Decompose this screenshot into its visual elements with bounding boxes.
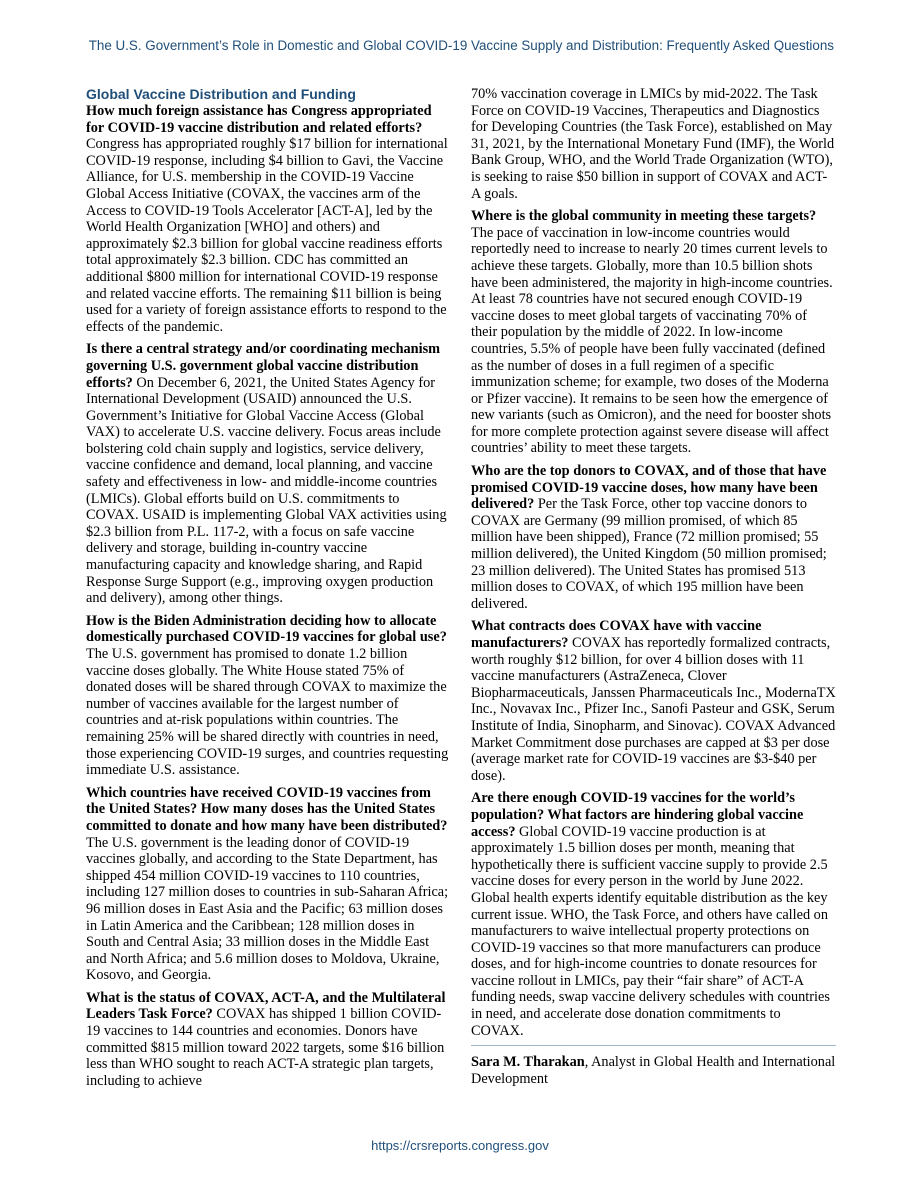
faq-continuation: 70% vaccination coverage in LMICs by mid-2022. The Task Force on COVID-19 Vaccines, Therapeutics and Diagnostics for Developing Countries (the Task Force), established on May 31, 2021, by the International Monetary Fund (IMF), the World Bank Group, WHO, and the World Trade Organization (WTO), is seeking to raise $50 billion in support of COVAX and ACT-A goals. bbox=[471, 86, 835, 202]
faq-answer: On December 6, 2021, the United States Agency for International Development (USAID) announced the U.S. Government’s Initiative for Global Vaccine Access (Global VAX) to accelerate U.S. vaccine delivery. Focus areas include bolstering cold chain supply and logistics, service delivery, vaccine confidence and demand, local planning, and vaccine safety and effectiveness in low- and middle-income countries (LMICs). Global efforts build on U.S. commitments to COVAX. USAID is implementing Global VAX activities using $2.3 billion from P.L. 117-2, with a focus on safe vaccine delivery and storage, building in-country vaccine manufacturing capacity and knowledge sharing, and Rapid Response Surge Support (e.g., improving oxygen production and delivery), among other things. bbox=[86, 374, 447, 607]
faq-paragraph bbox=[471, 208, 836, 457]
author-signature bbox=[471, 1054, 836, 1087]
faq-answer: COVAX has reportedly formalized contracts, worth roughly $12 billion, for over 4 billion doses with 11 vaccine manufacturers (AstraZeneca, Clover Biopharmaceuticals, Janssen Pharmaceuticals Inc., ModernaTX Inc., Novavax Inc., Pfizer Inc., Sanofi Pasteur and GSK, Serum Institute of India, Sinopharm, and Sinovac). COVAX Advanced Market Commitment dose purchases are capped at $3 per dose (average market rate for COVID-19 vaccines are $3-$40 per dose). bbox=[471, 635, 836, 784]
faq-answer: The U.S. government is the leading donor of COVID-19 vaccines globally, and according to the State Department, has shipped 454 million COVID-19 vaccines to 110 countries, including 127 million doses to countries in sub-Saharan Africa; 96 million doses in East Asia and the Pacific; 63 million doses in Latin America and the Caribbean; 128 million doses in South and Central Asia; 33 million doses in the Middle East and North Africa; and 5.6 million doses to Moldova, Ukraine, Kosovo, and Georgia. bbox=[86, 834, 449, 984]
left-column bbox=[86, 86, 450, 1095]
faq-paragraph bbox=[86, 341, 450, 607]
footer-url[interactable]: https://crsreports.congress.gov bbox=[371, 1138, 549, 1153]
author-title: , Analyst in Global Health and International Development bbox=[471, 1054, 836, 1087]
faq-question: Is there a central strategy and/or coordinating mechanism governing U.S. government global vaccine distribution efforts? bbox=[86, 341, 441, 391]
faq-question: How much foreign assistance has Congress appropriated for COVID-19 vaccine distribution and related efforts? bbox=[86, 103, 432, 136]
page-header-title: The U.S. Government’s Role in Domestic and Global COVID-19 Vaccine Supply and Distribution: Frequently Asked Questions bbox=[88, 38, 834, 53]
faq-paragraph bbox=[471, 618, 836, 784]
faq-paragraph bbox=[86, 785, 450, 984]
faq-question: How is the Biden Administration deciding how to allocate domestically purchased COVID-19 vaccines for global use? bbox=[86, 612, 447, 646]
faq-paragraph bbox=[471, 463, 836, 612]
faq-answer: The U.S. government has promised to donate 1.2 billion vaccine doses globally. The White House stated 75% of donated doses will be shared through COVAX to maximize the number of vaccines available for the largest number of countries and at-risk populations within countries. The remaining 25% will be shared directly with countries in need, those experiencing COVID-19 surges, and countries requesting immediate U.S. assistance. bbox=[86, 646, 449, 779]
right-column bbox=[471, 86, 836, 1087]
faq-paragraph bbox=[86, 613, 450, 779]
faq-question: Are there enough COVID-19 vaccines for the world’s population? What factors are hindering global vaccine access? bbox=[471, 790, 804, 840]
faq-answer: Global COVID-19 vaccine production is at approximately 1.5 billion doses per month, meaning that hypothetically there is sufficient vaccine supply to provide 2.5 vaccine doses for every person in the world by June 2022. Global health experts identify equitable distribution as the key current issue. WHO, the Task Force, and others have called on manufacturers to waive intellectual property protections on COVID-19 vaccines so that more manufacturers can produce doses, and for high-income countries to donate resources for vaccine rollout in LMICs, pay their “fair share” of ACT-A funding needs, swap vaccine delivery schedules with countries in need, and accelerate dose donation commitments to COVAX. bbox=[471, 823, 830, 1039]
faq-answer: COVAX has shipped 1 billion COVID-19 vaccines to 144 countries and economies. Donors have committed $815 million toward 2022 targets, some $16 billion less than WHO sought to reach ACT-A strategic plan targets, including to achieve bbox=[86, 1006, 445, 1089]
faq-answer: Congress has appropriated roughly $17 billion for international COVID-19 response, including $4 billion to Gavi, the Vaccine Alliance, for U.S. membership in the COVID-19 Vaccine Global Access Initiative (COVAX, the vaccines arm of the Access to COVID-19 Tools Accelerator [ACT-A], led by the World Health Organization [WHO] and others) and approximately $2.3 billion for global vaccine readiness efforts total approximately $2.3 billion. CDC has committed an additional $800 million for international COVID-19 response and related vaccine efforts. The remaining $11 billion is being used for a variety of foreign assistance efforts to respond to the effects of the pandemic. bbox=[86, 136, 448, 335]
faq-answer: Per the Task Force, other top vaccine donors to COVAX are Germany (99 million promised, of which 85 million have been shipped), France (72 million promised; 55 million delivered), the United Kingdom (50 million promised; 23 million delivered). The United States has promised 513 million doses to COVAX, of which 195 million have been delivered. bbox=[471, 496, 827, 612]
faq-paragraph bbox=[86, 103, 450, 335]
faq-question: Where is the global community in meeting these targets? bbox=[471, 208, 817, 225]
faq-paragraph bbox=[471, 790, 836, 1039]
faq-question: What is the status of COVAX, ACT-A, and the Multilateral Leaders Task Force? bbox=[86, 989, 446, 1023]
signature-divider bbox=[471, 1045, 836, 1046]
author-name: Sara M. Tharakan bbox=[471, 1054, 585, 1071]
faq-question: Which countries have received COVID-19 vaccines from the United States? How many doses has the United States committed to donate and how many have been distributed? bbox=[86, 784, 448, 834]
faq-question: What contracts does COVAX have with vaccine manufacturers? bbox=[471, 618, 762, 651]
faq-paragraph bbox=[86, 990, 450, 1090]
section-heading: Global Vaccine Distribution and Funding bbox=[86, 86, 356, 102]
faq-answer: The pace of vaccination in low-income countries would reportedly need to increase to nearly 20 times current levels to achieve these targets. Globally, more than 10.5 billion shots have been administered, the majority in high-income countries. At least 78 countries have not secured enough COVID-19 vaccine doses to meet global targets of vaccinating 70% of their population by the middle of 2022. In low-income countries, 5.5% of people have been fully vaccinated (defined as the number of doses in a full regimen of a specific immunization scheme; for example, two doses of the Moderna or Pfizer vaccine). It remains to be seen how the emergence of new variants (such as Omicron), and the need for booster shots for more complete protection against severe disease will affect countries’ ability to meet these targets. bbox=[471, 224, 833, 457]
faq-question: Who are the top donors to COVAX, and of those that have promised COVID-19 vaccine doses, how many have been delivered? bbox=[471, 463, 827, 513]
